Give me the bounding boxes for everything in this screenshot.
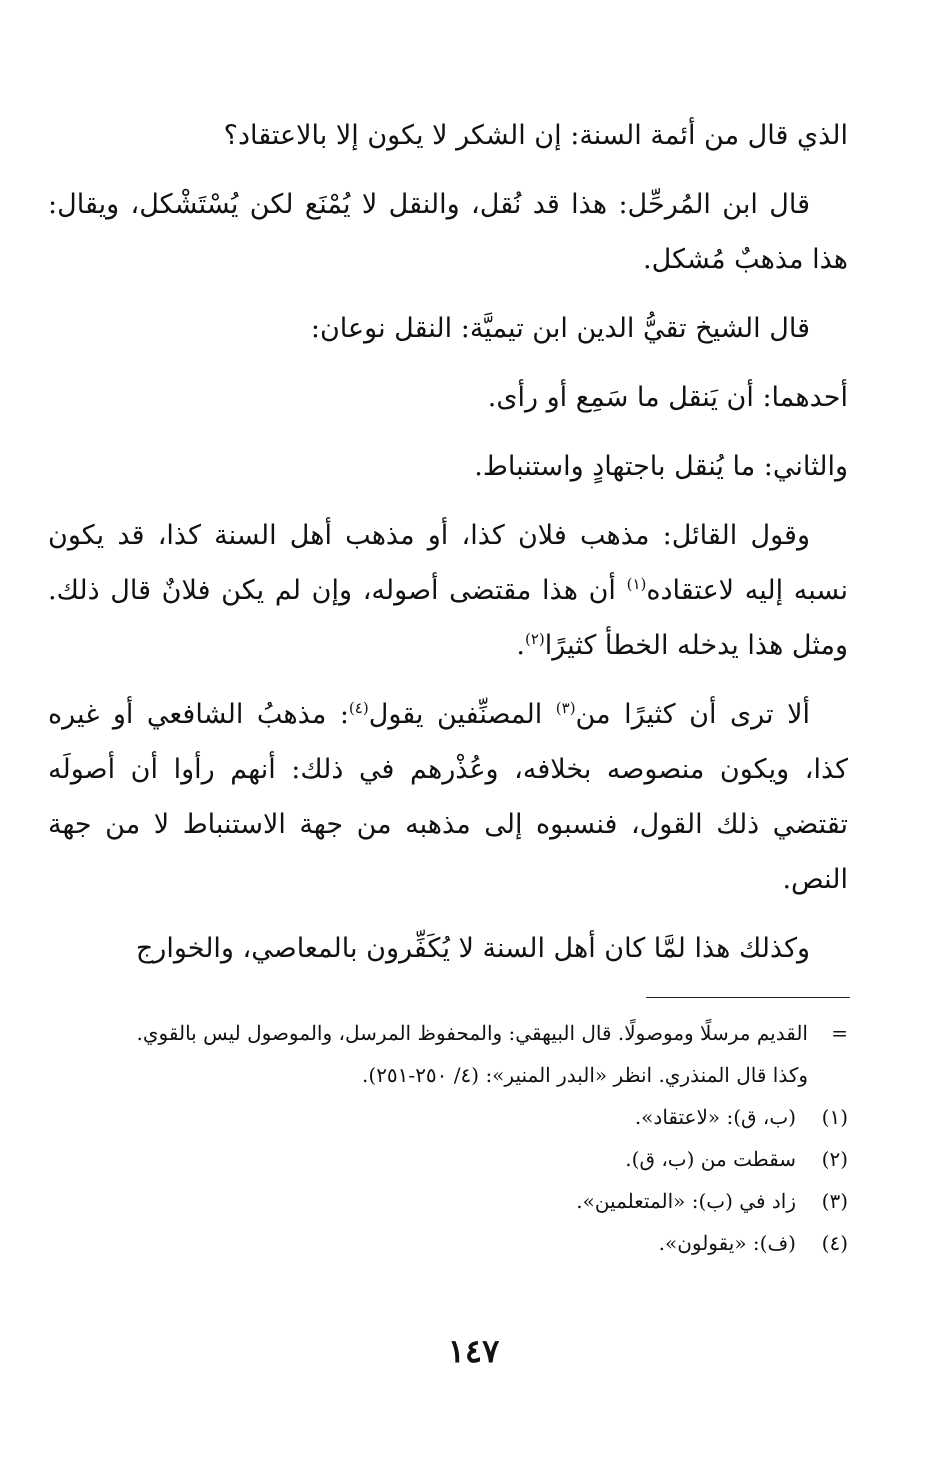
footnote-ref-4[interactable]: (٤) (348, 699, 369, 717)
footnote-separator (646, 997, 850, 998)
footnote-4 (48, 1222, 848, 1264)
footnote-ref-1[interactable]: (١) (626, 575, 647, 593)
paragraph-6-part-c: . (516, 630, 525, 661)
paragraph-6 (48, 508, 848, 673)
footnote-continuation-2 (48, 1054, 848, 1096)
paragraph-1: الذي قال من أئمة السنة: إن الشكر لا يكون إلا بالاعتقاد؟ (223, 120, 848, 151)
footnote-number: (١) (821, 1105, 848, 1129)
footnote-text: (ف): «يقولون». (658, 1231, 796, 1255)
paragraph-7-part-a: ألا ترى أن كثيرًا من (575, 699, 810, 730)
continuation-line-1: القديم مرسلًا وموصولًا. قال البيهقي: والمحفوظ المرسل، والموصول ليس بالقوي. (136, 1021, 808, 1045)
footnotes (48, 1012, 848, 1264)
paragraph-6-part-a: وقول القائل: مذهب فلان كذا، أو مذهب أهل السنة كذا، قد يكون نسبه إليه لاعتقاده (48, 520, 848, 606)
footnote-1 (48, 1096, 848, 1138)
paragraph-7-part-b: المصنِّفين يقول (368, 699, 556, 730)
paragraph-6-part-b: أن هذا مقتضى أصوله، وإن لم يكن فلانٌ قال ذلك. ومثل هذا يدخله الخطأ كثيرًا (48, 575, 848, 661)
footnote-ref-2[interactable]: (٢) (525, 630, 545, 648)
footnote-text: (ب، ق): «لاعتقاد». (634, 1105, 796, 1129)
footnote-text: زاد في (ب): «المتعلمين». (576, 1189, 796, 1213)
page-number: ١٤٧ (447, 1332, 500, 1370)
footnote-continuation (48, 1012, 848, 1054)
footnote-text: سقطت من (ب، ق). (625, 1147, 796, 1171)
footnote-number: (٣) (821, 1189, 848, 1213)
paragraph-7-part-c: : مذهبُ الشافعي أو غيره كذا، ويكون منصوصه بخلافه، وعُذْرهم في ذلك: أنهم رأوا أن أصولَه تقتضي ذلك القول، فنسبوه إلى مذهبه من جهة الاستنباط لا من جهة النص. (48, 699, 848, 895)
footnote-ref-3[interactable]: (٣) (555, 699, 576, 717)
footnote-number: (٤) (821, 1231, 848, 1255)
paragraph-5: والثاني: ما يُنقل باجتهادٍ واستنباط. (474, 451, 848, 482)
paragraph-4: أحدهما: أن يَنقل ما سَمِع أو رأى. (487, 382, 848, 413)
footnote-2 (48, 1138, 848, 1180)
main-text (48, 108, 848, 990)
footnote-number: (٢) (821, 1147, 848, 1171)
continuation-line-2: وكذا قال المنذري. انظر «البدر المنير»: (٤/ ٢٥٠-٢٥١). (362, 1063, 808, 1087)
footnote-3 (48, 1180, 848, 1222)
paragraph-2: قال ابن المُرحِّل: هذا قد نُقل، والنقل لا يُمْنَع لكن يُسْتَشْكل، ويقال: هذا مذهبٌ مُشكل. (48, 189, 848, 275)
paragraph-3: قال الشيخ تقيُّ الدين ابن تيميَّة: النقل نوعان: (310, 313, 810, 344)
continuation-marker: = (831, 1021, 848, 1045)
paragraph-7 (48, 687, 848, 907)
paragraph-8: وكذلك هذا لمَّا كان أهل السنة لا يُكَفِّرون بالمعاصي، والخوارج (135, 933, 810, 964)
